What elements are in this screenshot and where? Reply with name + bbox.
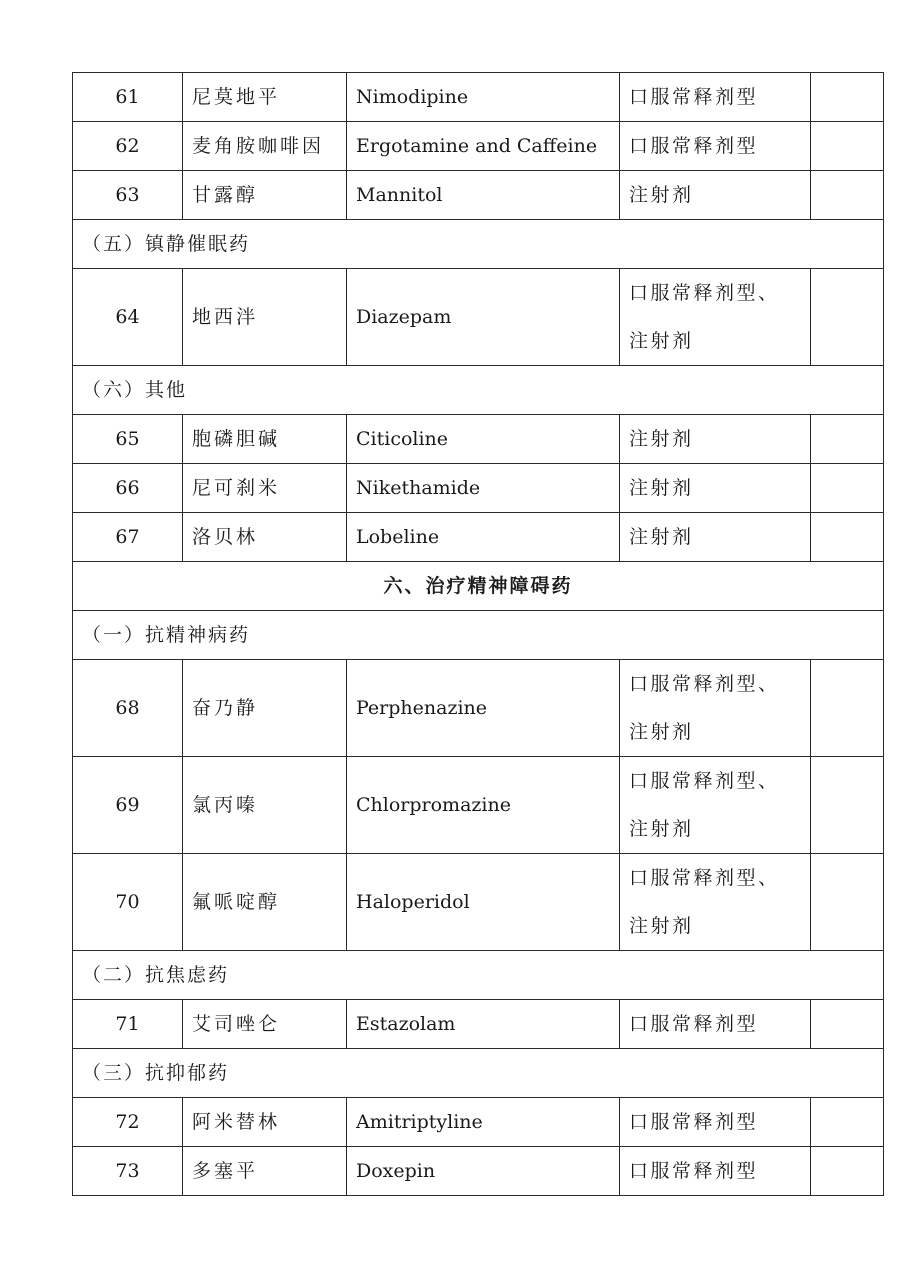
remarks-cell bbox=[811, 1147, 884, 1196]
remarks-cell bbox=[811, 464, 884, 513]
remarks-cell bbox=[811, 854, 884, 951]
dosage-form: 注射剂 bbox=[620, 464, 811, 513]
drug-number: 70 bbox=[73, 854, 183, 951]
drug-chinese-name: 洛贝林 bbox=[183, 513, 347, 562]
drug-english-name: Haloperidol bbox=[347, 854, 620, 951]
drug-number: 62 bbox=[73, 122, 183, 171]
section-title: 六、治疗精神障碍药 bbox=[73, 562, 884, 611]
drug-english-name: Lobeline bbox=[347, 513, 620, 562]
drug-chinese-name: 地西泮 bbox=[183, 269, 347, 366]
remarks-cell bbox=[811, 171, 884, 220]
drug-english-name: Amitriptyline bbox=[347, 1098, 620, 1147]
drug-row bbox=[73, 269, 884, 366]
remarks-cell bbox=[811, 122, 884, 171]
drug-row bbox=[73, 757, 884, 854]
dosage-form: 注射剂 bbox=[620, 513, 811, 562]
dosage-form: 口服常释剂型 bbox=[620, 73, 811, 122]
drug-english-name: Nimodipine bbox=[347, 73, 620, 122]
dosage-form: 口服常释剂型 bbox=[620, 122, 811, 171]
drug-chinese-name: 奋乃静 bbox=[183, 660, 347, 757]
dosage-form: 口服常释剂型 bbox=[620, 1000, 811, 1049]
drug-english-name: Nikethamide bbox=[347, 464, 620, 513]
drug-english-name: Chlorpromazine bbox=[347, 757, 620, 854]
dosage-form: 注射剂 bbox=[620, 171, 811, 220]
drug-row bbox=[73, 513, 884, 562]
drug-english-name: Mannitol bbox=[347, 171, 620, 220]
subsection-header-row bbox=[73, 1049, 884, 1098]
section-header-row bbox=[73, 562, 884, 611]
drug-english-name: Estazolam bbox=[347, 1000, 620, 1049]
remarks-cell bbox=[811, 1000, 884, 1049]
drug-chinese-name: 多塞平 bbox=[183, 1147, 347, 1196]
dosage-form: 口服常释剂型 bbox=[620, 1147, 811, 1196]
drug-chinese-name: 胞磷胆碱 bbox=[183, 415, 347, 464]
subsection-title: （二）抗焦虑药 bbox=[73, 951, 884, 1000]
drug-number: 61 bbox=[73, 73, 183, 122]
dosage-form: 口服常释剂型、 注射剂 bbox=[620, 269, 811, 366]
dosage-form: 口服常释剂型、 注射剂 bbox=[620, 660, 811, 757]
drug-number: 63 bbox=[73, 171, 183, 220]
remarks-cell bbox=[811, 1098, 884, 1147]
drug-row bbox=[73, 1098, 884, 1147]
remarks-cell bbox=[811, 757, 884, 854]
drug-number: 71 bbox=[73, 1000, 183, 1049]
drug-number: 67 bbox=[73, 513, 183, 562]
remarks-cell bbox=[811, 415, 884, 464]
drug-row bbox=[73, 464, 884, 513]
drug-english-name: Ergotamine and Caffeine bbox=[347, 122, 620, 171]
subsection-header-row bbox=[73, 366, 884, 415]
drug-chinese-name: 麦角胺咖啡因 bbox=[183, 122, 347, 171]
drug-english-name: Citicoline bbox=[347, 415, 620, 464]
drug-chinese-name: 阿米替林 bbox=[183, 1098, 347, 1147]
subsection-header-row bbox=[73, 951, 884, 1000]
drug-chinese-name: 甘露醇 bbox=[183, 171, 347, 220]
drug-number: 73 bbox=[73, 1147, 183, 1196]
drug-row bbox=[73, 73, 884, 122]
remarks-cell bbox=[811, 269, 884, 366]
drug-row bbox=[73, 415, 884, 464]
dosage-form: 口服常释剂型、 注射剂 bbox=[620, 757, 811, 854]
drug-number: 72 bbox=[73, 1098, 183, 1147]
drug-row bbox=[73, 854, 884, 951]
drug-chinese-name: 氟哌啶醇 bbox=[183, 854, 347, 951]
dosage-form: 口服常释剂型、 注射剂 bbox=[620, 854, 811, 951]
drug-number: 69 bbox=[73, 757, 183, 854]
drug-number: 64 bbox=[73, 269, 183, 366]
drug-english-name: Diazepam bbox=[347, 269, 620, 366]
subsection-title: （三）抗抑郁药 bbox=[73, 1049, 884, 1098]
drug-number: 66 bbox=[73, 464, 183, 513]
subsection-header-row bbox=[73, 611, 884, 660]
drug-row bbox=[73, 1147, 884, 1196]
remarks-cell bbox=[811, 513, 884, 562]
drug-number: 68 bbox=[73, 660, 183, 757]
drug-row bbox=[73, 171, 884, 220]
drug-chinese-name: 艾司唑仑 bbox=[183, 1000, 347, 1049]
drug-number: 65 bbox=[73, 415, 183, 464]
drug-row bbox=[73, 1000, 884, 1049]
subsection-title: （五）镇静催眠药 bbox=[73, 220, 884, 269]
drug-row bbox=[73, 660, 884, 757]
subsection-header-row bbox=[73, 220, 884, 269]
drug-chinese-name: 尼莫地平 bbox=[183, 73, 347, 122]
drug-chinese-name: 氯丙嗪 bbox=[183, 757, 347, 854]
drug-english-name: Doxepin bbox=[347, 1147, 620, 1196]
remarks-cell bbox=[811, 660, 884, 757]
subsection-title: （六）其他 bbox=[73, 366, 884, 415]
remarks-cell bbox=[811, 73, 884, 122]
drug-english-name: Perphenazine bbox=[347, 660, 620, 757]
dosage-form: 注射剂 bbox=[620, 415, 811, 464]
drug-chinese-name: 尼可刹米 bbox=[183, 464, 347, 513]
dosage-form: 口服常释剂型 bbox=[620, 1098, 811, 1147]
drug-list-table bbox=[72, 72, 884, 1196]
table-body bbox=[73, 73, 884, 1196]
drug-row bbox=[73, 122, 884, 171]
subsection-title: （一）抗精神病药 bbox=[73, 611, 884, 660]
